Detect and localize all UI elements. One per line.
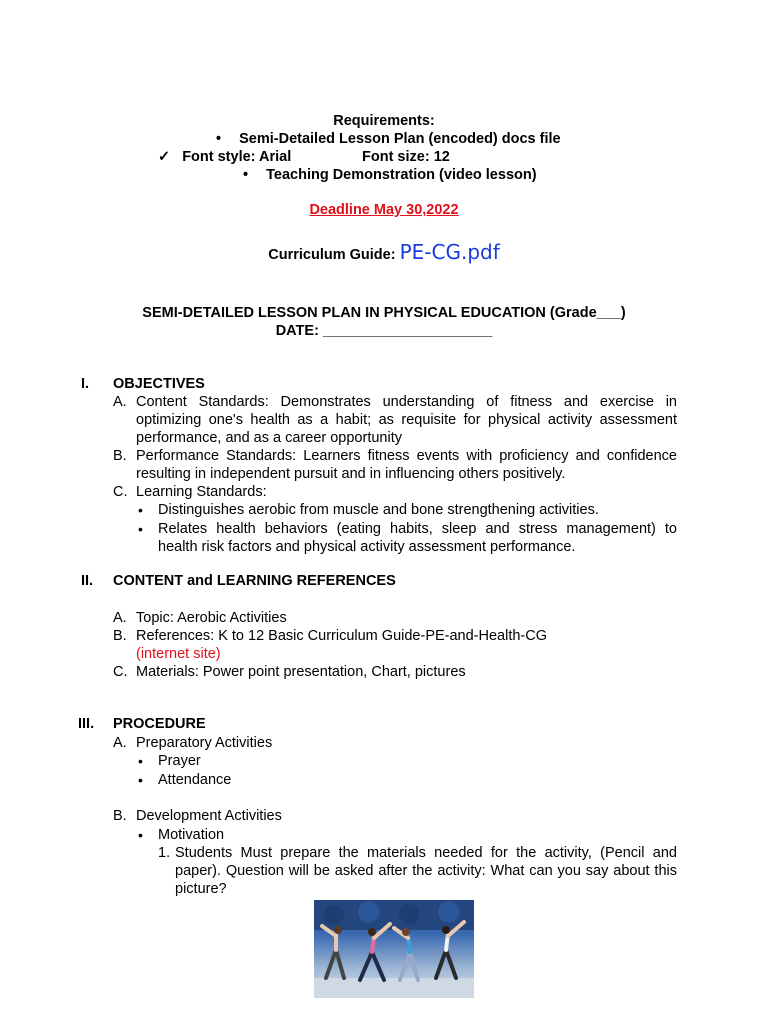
references: References: K to 12 Basic Curriculum Guide-PE-and-Health-CG [136,628,547,644]
bullet-icon: • [138,521,143,537]
bullet-icon: • [216,131,222,147]
deadline-wrap [0,201,768,219]
requirement-font-size: Font size: 12 [362,149,450,165]
curriculum-guide [0,240,768,267]
plan-title: SEMI-DETAILED LESSON PLAN IN PHYSICAL EDUCATION (Grade___) [142,305,626,321]
requirement-text: Teaching Demonstration (video lesson) [266,167,537,183]
learning-standard-bullet-line: Relates health behaviors (eating habits, sleep and stress management) to [158,521,677,537]
list-letter: B. [113,808,127,824]
list-letter: B. [113,448,127,464]
curriculum-link[interactable]: PE-CG.pdf [399,240,500,264]
section-number: II. [81,573,94,589]
bullet-icon: • [138,827,143,843]
references-note: (internet site) [136,646,221,662]
requirement-item-demo [243,166,537,184]
numbered-item-number: 1. [158,845,171,861]
list-letter: C. [113,484,128,500]
bullet-icon: • [138,502,143,518]
numbered-item-line: Students Must prepare the materials needed for the activity, (Pencil and [175,845,677,861]
list-letter: A. [113,735,127,751]
deadline-link[interactable]: Deadline May 30,2022 [309,202,459,218]
requirements-title: Requirements: [333,113,435,129]
topic: Topic: Aerobic Activities [136,610,287,626]
performance-standards-line: resulting in independent pursuit and in influencing others positively. [136,466,566,482]
section-heading-objectives: OBJECTIVES [113,376,205,392]
development-activities: Development Activities [136,808,282,824]
list-item: Motivation [158,827,225,843]
checkmark-icon: ✓ [158,149,171,165]
numbered-item-line: paper). Question will be asked after the activity: What can you say about this [175,863,677,879]
requirement-text: Font style: Arial [182,149,292,165]
performance-standards-line: Performance Standards: Learners fitness events with proficiency and confidence [136,448,677,464]
list-item: Prayer [158,753,201,769]
plan-date: DATE: _____________________ [275,323,493,339]
bullet-icon: • [138,753,143,769]
learning-standard-bullet-line: health risk factors and physical activity assessment performance. [158,539,576,555]
content-standards-line: performance, and as a career opportunity [136,430,402,446]
bullet-icon: • [138,772,143,788]
section-number: III. [78,716,95,732]
section-heading-procedure: PROCEDURE [113,716,206,732]
learning-standards: Learning Standards: [136,484,267,500]
section-heading-content: CONTENT and LEARNING REFERENCES [113,573,396,589]
list-letter: C. [113,664,128,680]
list-letter: A. [113,610,127,626]
learning-standard-bullet: Distinguishes aerobic from muscle and bone strengthening activities. [158,502,599,518]
requirement-item-font [158,148,291,166]
section-number: I. [81,376,90,392]
list-letter: A. [113,394,127,410]
materials: Materials: Power point presentation, Chart, pictures [136,664,466,680]
content-standards-line: optimizing one's health as a habit; as requisite for physical activity assessment [136,412,677,428]
list-item: Attendance [158,772,232,788]
numbered-item-line: picture? [175,881,227,897]
preparatory-activities: Preparatory Activities [136,735,273,751]
aerobics-class-photo [314,900,474,998]
requirement-text: Semi-Detailed Lesson Plan (encoded) docs file [239,131,561,147]
requirement-item-docs [216,130,561,148]
curriculum-label: Curriculum Guide: [268,247,396,263]
list-letter: B. [113,628,127,644]
bullet-icon: • [243,167,249,183]
content-standards-line: Content Standards: Demonstrates understanding of fitness and exercise in [136,394,677,410]
